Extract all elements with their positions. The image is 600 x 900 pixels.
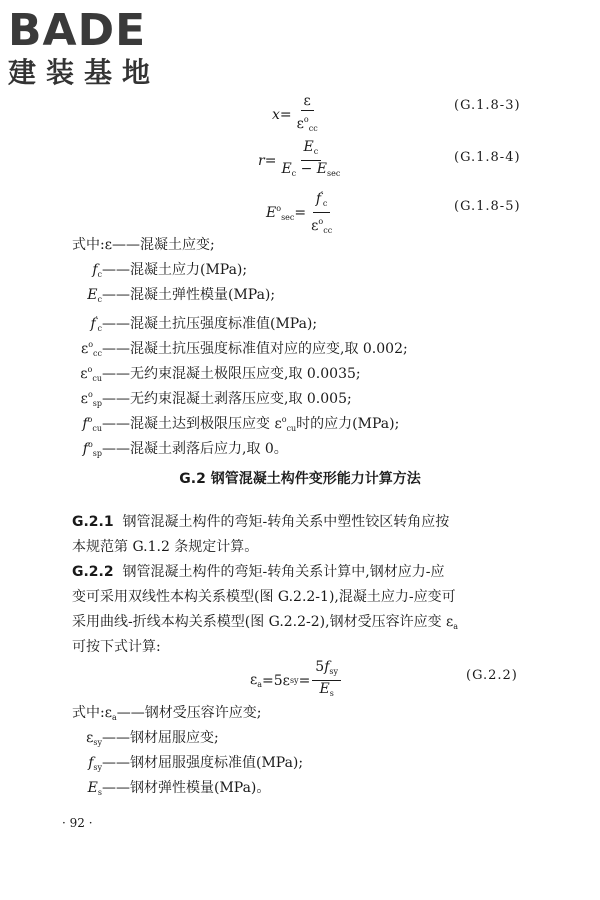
definition-row: $f^o_{cu}——$混凝土达到极限压应变 $\varepsilon^o_{cu}$时的应力(MPa); bbox=[82, 415, 400, 433]
clause-g2-2-line4: 可按下式计算: bbox=[72, 639, 161, 655]
page-number: · 92 · bbox=[62, 816, 93, 830]
fraction: $\frac{f'_c}{\varepsilon^o_{cc}}$ bbox=[308, 187, 335, 238]
definition-row: $\varepsilon^o_{sp}——$无约束混凝土剥落压应变,取 0.005; bbox=[80, 390, 352, 408]
equation-g1-8-5: $E^o_{sec}$ = $\frac{f'_c}{\varepsilon^o_{cc}}$ bbox=[266, 187, 337, 238]
definition-row: $E_s——$钢材弹性模量(MPa)。 bbox=[87, 780, 271, 797]
clause-g2-1-line1: G.2.1 钢管混凝土构件的弯矩-转角关系中塑性铰区转角应按 bbox=[72, 514, 450, 530]
logo-subtitle: 建装基地 bbox=[8, 56, 161, 89]
definition-row: $f_c——$混凝土应力(MPa); bbox=[92, 262, 248, 279]
equation-g1-8-4: r = $\frac{E_c}{E_c - E_{sec}}$ bbox=[258, 140, 345, 181]
fraction: $\frac{E_c}{E_c - E_{sec}}$ bbox=[281, 139, 341, 178]
definition-row: $f^o_{sp}——$混凝土剥落后应力,取 0。 bbox=[82, 440, 288, 458]
fraction: $\frac{5f_{sy}}{E_s}$ bbox=[312, 660, 341, 701]
equation-number: (G.1.8-3) bbox=[454, 98, 521, 113]
bade-logo bbox=[8, 5, 178, 90]
section-heading: G.2 钢管混凝土构件变形能力计算方法 bbox=[179, 471, 421, 487]
definition-row: $\varepsilon_{sy}——$钢材屈服应变; bbox=[86, 730, 219, 747]
clause-g2-2-line1: G.2.2 钢管混凝土构件的弯矩-转角关系计算中,钢材应力-应 bbox=[72, 564, 445, 580]
equation-g2-2: $\varepsilon_a$ =5ε sy = $\frac{5f_{sy}}{E_s}$ bbox=[250, 660, 343, 701]
definition-row: $f'_c——$混凝土抗压强度标准值(MPa); bbox=[90, 315, 318, 333]
equation-number: (G.1.8-4) bbox=[454, 150, 521, 165]
definition-row: $\varepsilon^o_{cu}——$无约束混凝土极限压应变,取 0.0035; bbox=[80, 365, 361, 383]
clause-g2-2-line2: 变可采用双线性本构关系模型(图 G.2.2-1),混凝土应力-应变可 bbox=[72, 589, 456, 605]
equation-g1-8-3: x = $\frac{\varepsilon}{\varepsilon^o_{cc}}$ bbox=[272, 94, 323, 136]
definition-row: $f_{sy}——$钢材屈服强度标准值(MPa); bbox=[88, 755, 304, 772]
clause-g2-2-line3: 采用曲线-折线本构关系模型(图 G.2.2-2),钢材受压容许应变 $\varepsilon_a$ bbox=[72, 614, 459, 631]
definition-row: 式中$:\varepsilon_a——$钢材受压容许应变; bbox=[72, 705, 262, 722]
logo-wordmark bbox=[8, 5, 178, 56]
logo-main-text: BADE bbox=[8, 5, 147, 56]
definition-row: $E_c——$混凝土弹性模量(MPa); bbox=[87, 287, 276, 304]
fraction: $\frac{\varepsilon}{\varepsilon^o_{cc}}$ bbox=[296, 93, 318, 133]
equation-number: (G.2.2) bbox=[466, 668, 518, 683]
definition-row: 式中:ε——混凝土应变; bbox=[72, 237, 215, 253]
definition-row: $\varepsilon^o_{cc}——$混凝土抗压强度标准值对应的应变,取 0.002; bbox=[80, 340, 408, 358]
equation-number: (G.1.8-5) bbox=[454, 199, 521, 214]
clause-g2-1-line2: 本规范第 G.1.2 条规定计算。 bbox=[72, 539, 259, 555]
